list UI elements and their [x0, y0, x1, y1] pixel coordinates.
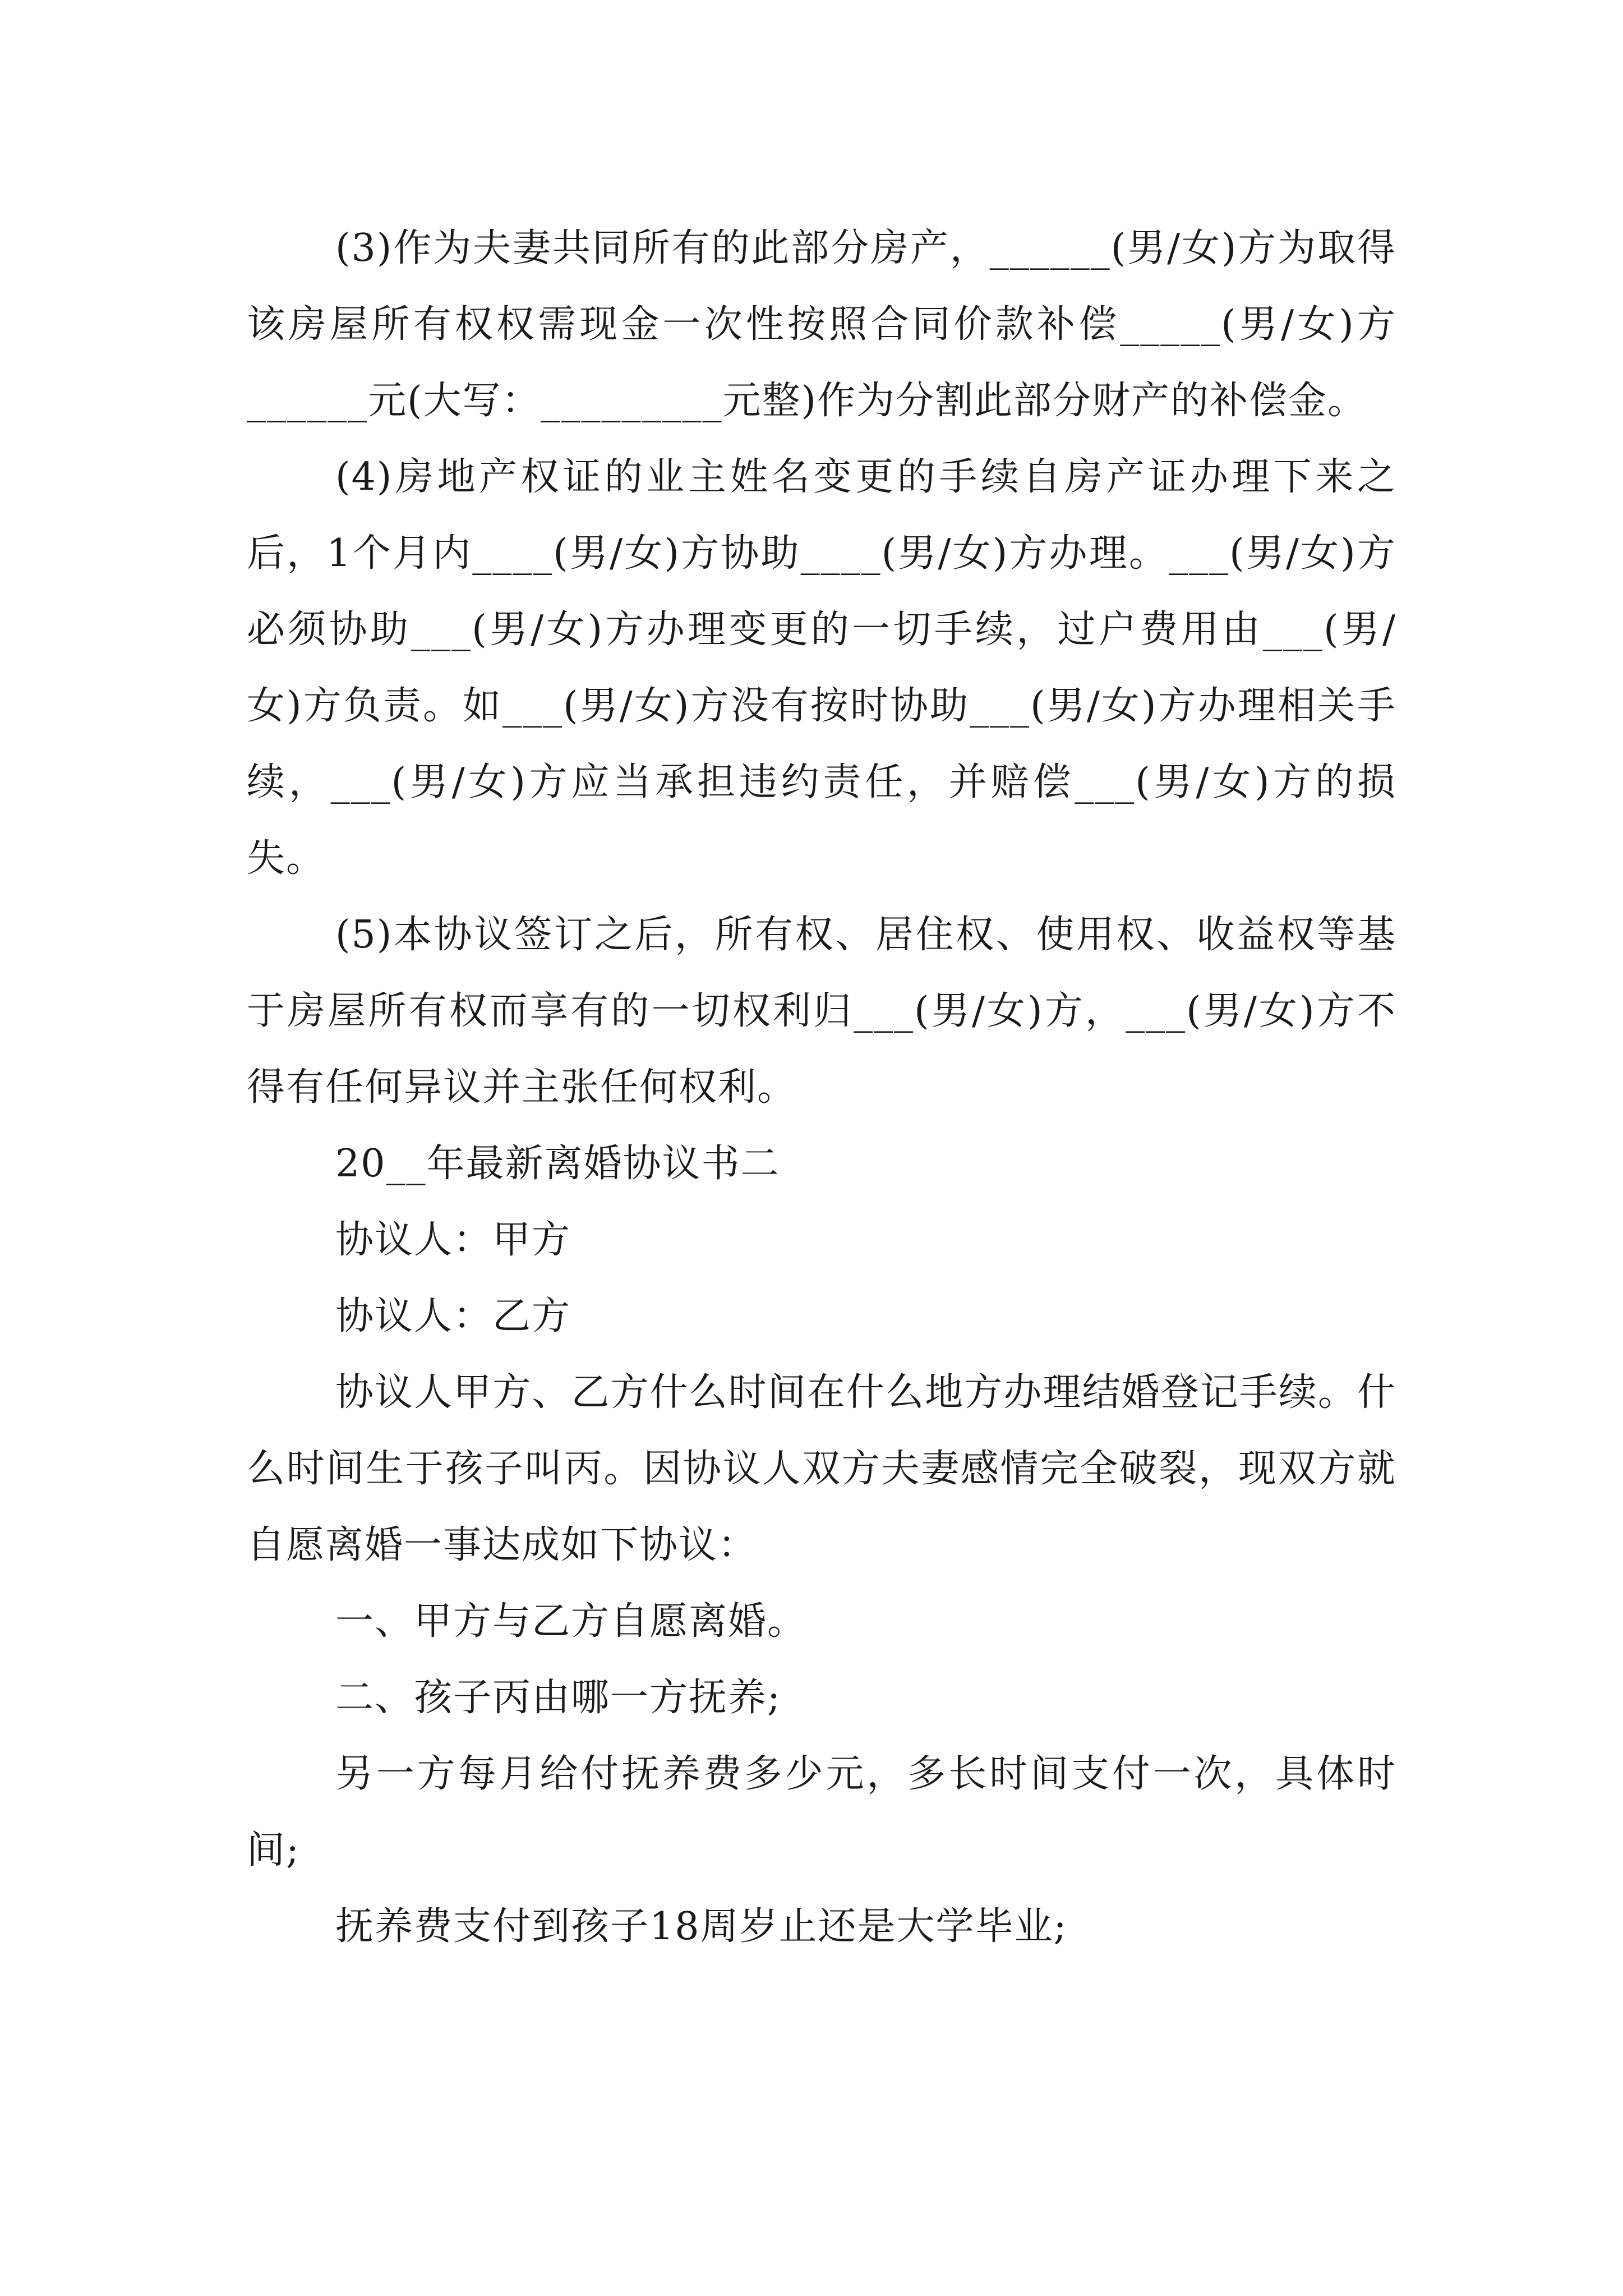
clause-5-paragraph: (5)本协议签订之后，所有权、居住权、使用权、收益权等基于房屋所有权而享有的一切权利归___(男/女)方，___(男/女)方不得有任何异议并主张任何权利。 [247, 913, 1396, 1110]
party-b-line: 协议人：乙方 [335, 1294, 571, 1338]
party-a-line: 协议人：甲方 [335, 1218, 571, 1262]
article-1-paragraph: 一、甲方与乙方自愿离婚。 [335, 1599, 807, 1644]
document-body [247, 210, 1396, 1965]
clause-4-paragraph: (4)房地产权证的业主姓名变更的手续自房产证办理下来之后，1个月内____(男/女)方协助____(男/女)方办理。___(男/女)方必须协助___(男/女)方办理变更的一切手续，过户费用由___(男/女)方负责。如___(男/女)方没有按时协助___(男/女)方办理相关手续，___(男/女)方应当承担违约责任，并赔偿___(男/女)方的损失。 [247, 455, 1396, 881]
section-title: 20__年最新离婚协议书二 [335, 1142, 780, 1186]
support-duration-paragraph: 抚养费支付到孩子18周岁止还是大学毕业; [335, 1904, 1068, 1949]
article-2-paragraph: 二、孩子丙由哪一方抚养; [335, 1676, 781, 1720]
clause-3-paragraph: (3)作为夫妻共同所有的此部分房产，______(男/女)方为取得该房屋所有权权需现金一次性按照合同价款补偿_____(男/女)方______元(大写：_________元整)作为分割此部分财产的补偿金。 [247, 226, 1396, 423]
preamble-paragraph: 协议人甲方、乙方什么时间在什么地方办理结婚登记手续。什么时间生于孩子叫丙。因协议人双方夫妻感情完全破裂，现双方就自愿离婚一事达成如下协议： [247, 1370, 1396, 1567]
support-payment-paragraph: 另一方每月给付抚养费多少元，多长时间支付一次，具体时间; [247, 1752, 1396, 1872]
